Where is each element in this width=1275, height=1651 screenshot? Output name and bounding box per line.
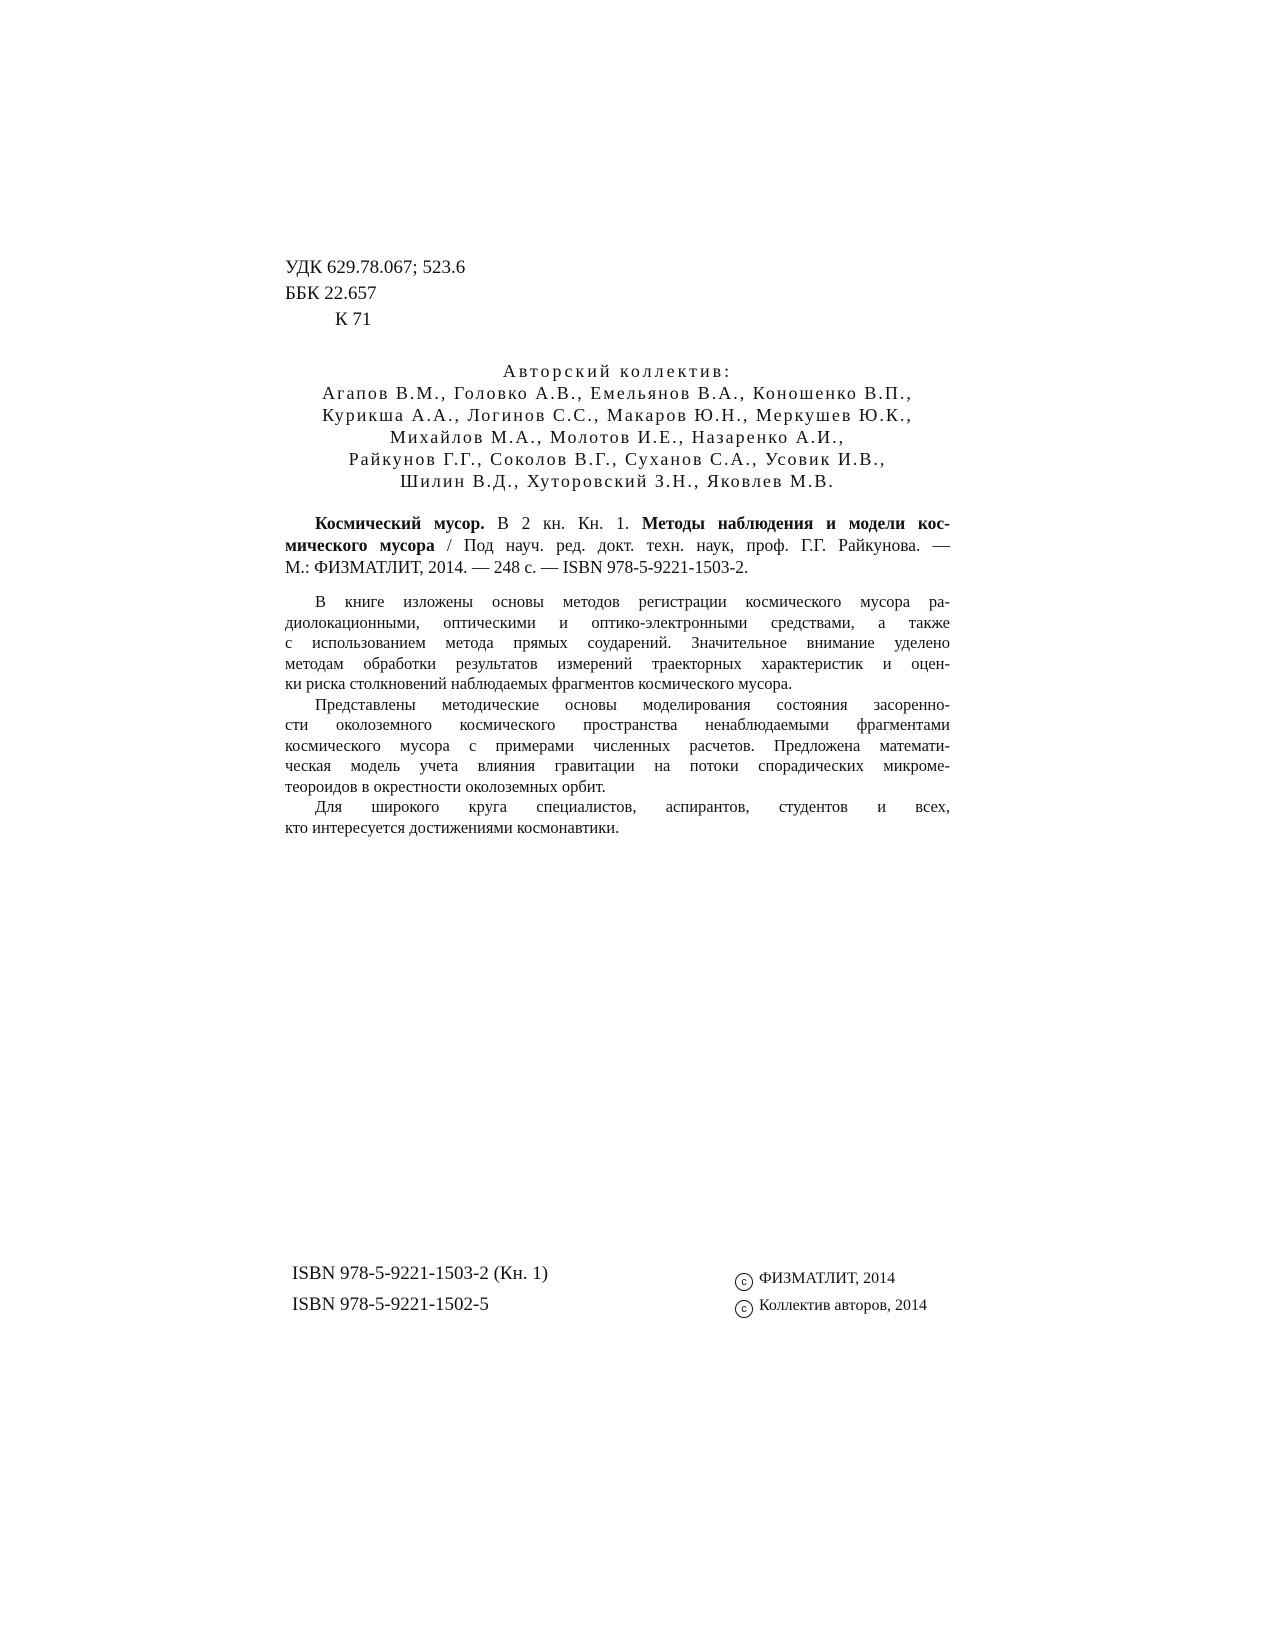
annotation-line: космического мусора с примерами численных расчетов. Предложена математи- xyxy=(285,735,950,755)
annotation-line: диолокационными, оптическими и оптико-электронными средствами, а также xyxy=(285,612,950,632)
copyright-icon: c xyxy=(735,1300,753,1318)
bib-line xyxy=(285,534,950,556)
copyright-publisher-text: ФИЗМАТЛИТ, 2014 xyxy=(759,1270,896,1287)
author-mark-code: К 71 xyxy=(335,309,372,330)
copyright-icon: c xyxy=(735,1273,753,1291)
book-title: Космический мусор. xyxy=(315,513,485,533)
annotation-line: Представлены методические основы моделирования состояния засоренно- xyxy=(315,694,950,714)
book-volume: В 2 кн. Кн. 1. xyxy=(484,513,642,533)
book-editor: / Под науч. ред. докт. техн. наук, проф. Г.Г. Райкунова. — xyxy=(434,535,950,555)
authors-heading: Авторский коллектив: xyxy=(502,361,733,381)
bbk-code: ББК 22.657 xyxy=(285,283,377,304)
bibliographic-record xyxy=(285,512,950,578)
annotation-line: ческая модель учета влияния гравитации на потоки спорадических микроме- xyxy=(285,756,950,775)
isbn-set: ISBN 978-5-9221-1502-5 xyxy=(292,1294,489,1315)
annotation-line: сти околоземного космического пространства ненаблюдаемыми фрагментами xyxy=(285,715,950,734)
isbn-block xyxy=(292,1258,548,1320)
copyright-authors-text: Коллектив авторов, 2014 xyxy=(759,1297,927,1314)
copyright-authors xyxy=(735,1292,927,1319)
bib-line xyxy=(285,512,950,534)
annotation-line: методам обработки результатов измерений траекторных характеристик и оцен- xyxy=(285,653,950,673)
annotation xyxy=(285,592,950,838)
annotation-line: с использованием метода прямых соударений. Значительное внимание уделено xyxy=(285,633,950,652)
book-subtitle: Методы наблюдения и модели кос- xyxy=(641,513,951,533)
annotation-line: В книге изложены основы методов регистрации космического мусора ра- xyxy=(315,592,950,611)
annotation-line: теороидов в окрестности околоземных орбит. xyxy=(285,776,606,796)
book-subtitle: мического мусора xyxy=(285,535,435,555)
authors-line: Шилин В.Д., Хуторовский З.Н., Яковлев М.В. xyxy=(400,471,835,491)
copyright-block xyxy=(735,1265,927,1319)
isbn-volume: ISBN 978-5-9221-1503-2 (Кн. 1) xyxy=(292,1263,549,1284)
annotation-line: ки риска столкновений наблюдаемых фрагментов космического мусора. xyxy=(285,674,793,693)
udk-code: УДК 629.78.067; 523.6 xyxy=(285,257,466,278)
copyright-publisher xyxy=(735,1265,927,1292)
authors-line: Михайлов М.А., Молотов И.Е., Назаренко А.И., xyxy=(389,427,846,447)
authors-line: Курикша А.А., Логинов С.С., Макаров Ю.Н., Меркушев Ю.К., xyxy=(322,405,913,425)
classification-codes xyxy=(285,255,465,333)
annotation-line: Для широкого круга специалистов, аспирантов, студентов и всех, xyxy=(315,797,950,816)
author-collective xyxy=(285,360,950,492)
authors-line: Агапов В.М., Головко А.В., Емельянов В.А., Коношенко В.П., xyxy=(322,383,913,403)
annotation-line: кто интересуется достижениями космонавтики. xyxy=(285,817,620,837)
bib-line: М.: ФИЗМАТЛИТ, 2014. — 248 с. — ISBN 978-5-9221-1503-2. xyxy=(285,557,749,577)
authors-line: Райкунов Г.Г., Соколов В.Г., Суханов С.А., Усовик И.В., xyxy=(348,449,887,469)
